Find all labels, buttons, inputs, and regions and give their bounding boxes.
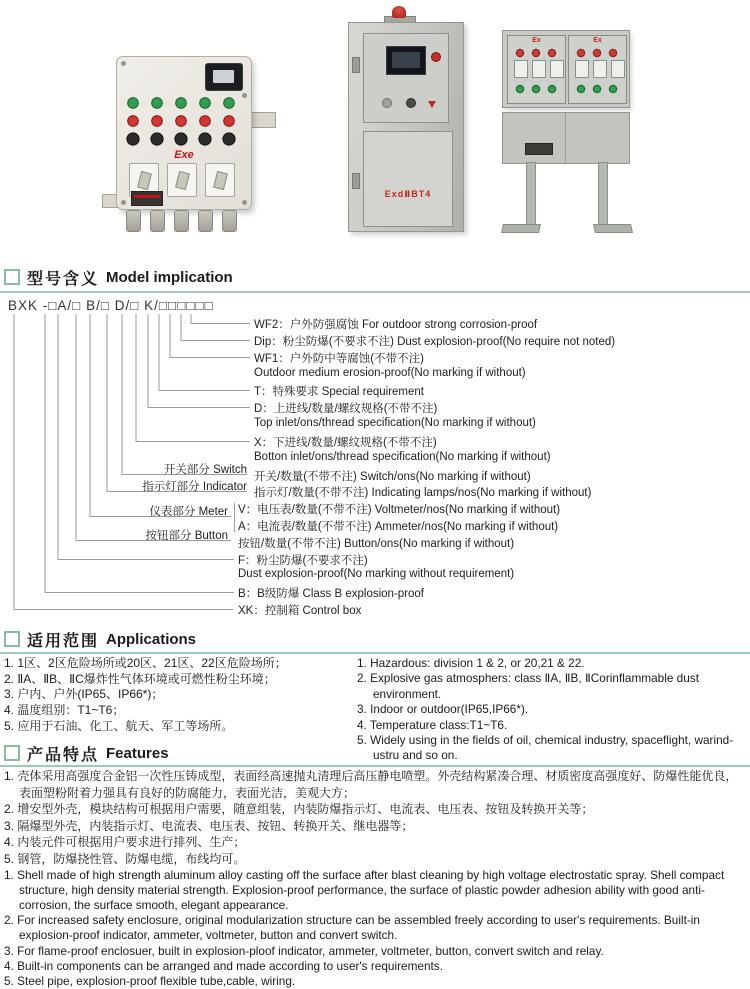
exd-marking-label: ExdⅡBT4 xyxy=(384,189,432,199)
hinge xyxy=(352,57,360,73)
model-row: A：电流表/数量(不带不注) Ammeter/nos(No marking if without) xyxy=(238,521,559,533)
application-item: 5. Widely using in the fields of oil, chemical industry, spaceflight, warind-ustru and so on. xyxy=(357,733,734,763)
model-row: 按钮/数量(不带不注) Button/ons(No marking if without) xyxy=(238,538,515,550)
green-button-row xyxy=(515,84,563,94)
model-row: Outdoor medium erosion-proof(No marking if without) xyxy=(254,367,526,379)
feature-item: 4. Built-in components can be arranged and made according to user's requirements. xyxy=(4,958,443,973)
meter-window xyxy=(575,60,589,78)
model-row: Dust explosion-proof(No marking without requirement) xyxy=(238,568,515,580)
model-row: X：下进线/数量/螺纹规格(不带不注) xyxy=(254,437,437,449)
bracket-label-indicator: 指示灯部分 Indicator xyxy=(142,481,247,493)
red-indicator xyxy=(428,101,436,108)
stand-leg xyxy=(526,162,536,228)
feature-item: 5. 钢管，防爆挠性管、防爆电缆，布线均可。 xyxy=(4,851,246,866)
ex-marking-label: Ex xyxy=(593,37,602,44)
section-title-zh: 产品特点 xyxy=(27,746,100,764)
features-list-en xyxy=(4,868,747,989)
section-marker-icon xyxy=(4,745,20,761)
application-item: 3. 户内、户外(IP65、IP66*)； xyxy=(4,687,164,702)
application-item: 4. Temperature class:T1~T6. xyxy=(357,717,508,732)
feature-item: 3. 隔爆型外壳，内装指示灯、电流表、电压表、按钮、转换开关、继电器等； xyxy=(4,818,414,833)
hinge xyxy=(352,173,360,189)
model-row: V：电压表/数量(不带不注) Voltmeter/nos(No marking if without) xyxy=(238,504,561,516)
nameplate xyxy=(525,143,553,155)
control-box-body xyxy=(502,30,630,108)
red-indicator-row xyxy=(515,48,563,58)
application-item: 5. 应用于石油、化工、航天、军工等场所。 xyxy=(4,718,234,733)
meter-window xyxy=(532,60,546,78)
model-row: B：B级防爆 Class B explosion-proof xyxy=(238,588,424,600)
section-title-en: Features xyxy=(106,744,169,762)
stand-foot xyxy=(501,224,541,233)
feature-item: 5. Steel pipe, explosion-proof flexible tube,cable, wiring. xyxy=(4,973,296,988)
upper-door xyxy=(363,33,449,123)
application-item: 4. 温度组别：T1~T6； xyxy=(4,703,125,718)
model-row: WF1：户外防中等腐蚀(不带不注) xyxy=(254,353,424,365)
model-code: BXK -□A/□ B/□ D/□ K/□□□□□□ xyxy=(8,298,214,313)
meter-window xyxy=(514,60,528,78)
product-photo-floor-cabinet xyxy=(340,6,470,238)
section-title-en: Applications xyxy=(106,630,197,648)
section-marker-icon xyxy=(4,631,20,647)
stand-foot xyxy=(593,224,633,233)
product-photo-stand-box xyxy=(494,24,636,238)
lower-door xyxy=(363,131,453,227)
red-indicator-row xyxy=(576,48,624,58)
bracket-label-switch: 开关部分 Switch xyxy=(163,464,247,476)
applications-list-en xyxy=(357,656,747,764)
meter-row xyxy=(514,60,564,78)
section-title-zh: 型号含义 xyxy=(27,270,100,288)
model-row: 指示灯/数量(不带不注) Indicating lamps/nos(No marking if without) xyxy=(254,487,592,499)
bracket-label-meter: 仪表部分 Meter xyxy=(149,506,228,518)
section-header-applications xyxy=(4,628,196,650)
red-button xyxy=(431,52,441,62)
section-divider xyxy=(0,652,750,654)
feature-item: 2. 增安型外壳，模块结构可根据用户需要，随意组装，内装防爆指示灯、电流表、电压表、按钮及转换开关等； xyxy=(4,802,594,817)
selector-knob xyxy=(406,98,416,108)
door-panel-left xyxy=(507,35,566,104)
model-row: F：粉尘防爆(不要求不注) xyxy=(238,555,368,567)
section-title-zh: 适用范围 xyxy=(27,632,100,650)
application-item: 2. ⅡA、ⅡB、ⅡC爆炸性气体环境或可燃性粉尘环境； xyxy=(4,671,276,686)
feature-item: 4. 内装元件可根据用户要求进行排列、生产； xyxy=(4,835,246,850)
feature-item: 1. Shell made of high strength aluminum alloy casting off the surface after blast cleaning by high voltage electrostatic spray. Shell compact structure, high density material strength. Explosion-proof performance, the surface of plastic powder adhesion ability with good anti-corrosion, the surface smooth, elegant appearance. xyxy=(4,867,725,912)
application-item: 1. Hazardous: division 1 & 2, or 20,21 & 22. xyxy=(357,656,585,670)
section-header-features xyxy=(4,742,169,764)
green-button-row xyxy=(576,84,624,94)
application-item: 3. Indoor or outdoor(IP65,IP66*). xyxy=(357,702,529,717)
feature-item: 1. 壳体采用高强度合金铝一次性压铸成型，表面经高速抛丸清理后高压静电喷塑。外壳结构紧凑合理、材质密度高强度好、防爆性能优良，表面塑粉附着力强具有良好的防腐能力，表面光洁，美观大方； xyxy=(4,769,738,800)
exe-marking-label: Exe xyxy=(174,149,194,161)
features-list-zh xyxy=(4,768,747,868)
door-seam xyxy=(565,113,566,163)
meter-window xyxy=(593,60,607,78)
model-row: XK：控制箱 Control box xyxy=(238,605,362,617)
feature-item: 2. For increased safety enclosure, original modularization structure can be assembled freely according to user's requirements. Built-in explosion-proof indicator, ammeter, voltmeter, button and convert switch. xyxy=(4,913,700,943)
alarm-beacon xyxy=(392,6,406,18)
lower-junction-box xyxy=(502,112,630,164)
section-divider xyxy=(0,765,750,767)
selector-knob xyxy=(382,98,392,108)
meter-window xyxy=(611,60,625,78)
model-row: WF2：户外防强腐蚀 For outdoor strong corrosion-proof xyxy=(254,319,538,331)
stand-leg xyxy=(598,162,608,228)
application-item: 1. 1区、2区危险场所或20区、21区、22区危险场所； xyxy=(4,656,287,670)
door-panel-right xyxy=(568,35,627,104)
model-row: 开关/数量(不带不注) Switch/ons(No marking if without) xyxy=(254,471,531,483)
feature-item: 3. For flame-proof enclosuer, built in explosion-ploof indicator, ammeter, voltmeter, button, convert switch and relay. xyxy=(4,943,604,958)
section-title-en: Model implication xyxy=(106,268,233,286)
model-row: Botton inlet/ons/thread specification(No marking if without) xyxy=(254,451,551,463)
bracket-label-button: 按钮部分 Button xyxy=(145,530,228,542)
features-text xyxy=(4,768,747,989)
meter-window xyxy=(550,60,564,78)
model-row: Top inlet/ons/thread specification(No marking if without) xyxy=(254,417,536,429)
model-row: T：特殊要求 Special requirement xyxy=(254,386,424,398)
model-row: D：上进线/数量/螺纹规格(不带不注) xyxy=(254,403,438,415)
application-item: 2. Explosive gas atmosphers: class ⅡA, ⅡB, ⅡCorinflammable dust environment. xyxy=(357,671,699,701)
applications-list-zh xyxy=(4,656,354,735)
control-screen xyxy=(386,46,426,75)
ex-marking-label: Ex xyxy=(532,37,541,44)
cabinet-body xyxy=(348,22,464,232)
meter-row xyxy=(575,60,625,78)
model-row: Dip：粉尘防爆(不要求不注) Dust explosion-proof(No require not noted) xyxy=(254,336,616,348)
